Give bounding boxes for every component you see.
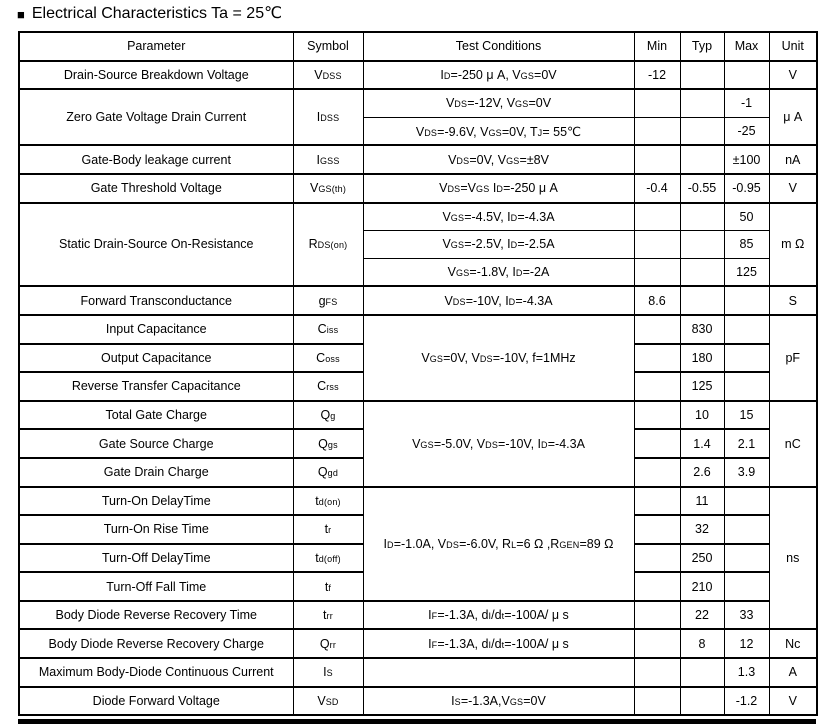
- typ-cell: 250: [680, 544, 724, 573]
- min-cell: [634, 315, 680, 344]
- cond-cell: VGS=-4.5V, ID=-4.3A: [363, 203, 634, 231]
- col-header-unit: Unit: [769, 32, 817, 61]
- table-row: [19, 89, 817, 117]
- min-cell: [634, 687, 680, 716]
- table-row: [19, 174, 817, 203]
- symbol-cell: Qgs: [293, 429, 363, 458]
- typ-cell: [680, 145, 724, 174]
- unit-cell: V: [769, 61, 817, 90]
- max-cell: [724, 544, 769, 573]
- min-cell: [634, 231, 680, 259]
- min-cell: [634, 487, 680, 516]
- max-cell: 125: [724, 258, 769, 286]
- param-cell: Static Drain-Source On-Resistance: [19, 203, 293, 287]
- typ-cell: [680, 61, 724, 90]
- min-cell: -0.4: [634, 174, 680, 203]
- table-row: [19, 658, 817, 687]
- col-header-max: Max: [724, 32, 769, 61]
- symbol-cell: tf: [293, 572, 363, 601]
- max-cell: [724, 61, 769, 90]
- max-cell: -25: [724, 117, 769, 145]
- symbol-cell: IS: [293, 658, 363, 687]
- max-cell: 33: [724, 601, 769, 630]
- max-cell: -0.95: [724, 174, 769, 203]
- typ-cell: 125: [680, 372, 724, 401]
- symbol-cell: VDSS: [293, 61, 363, 90]
- min-cell: [634, 458, 680, 487]
- param-cell: Gate Source Charge: [19, 429, 293, 458]
- max-cell: [724, 572, 769, 601]
- param-cell: Gate Drain Charge: [19, 458, 293, 487]
- col-header-typ: Typ: [680, 32, 724, 61]
- cond-cell: VDS=VGS ID=-250 μ A: [363, 174, 634, 203]
- min-cell: [634, 429, 680, 458]
- cond-cell: ID=-250 μ A, VGS=0V: [363, 61, 634, 90]
- unit-cell: pF: [769, 315, 817, 401]
- symbol-cell: IGSS: [293, 145, 363, 174]
- max-cell: 2.1: [724, 429, 769, 458]
- max-cell: [724, 315, 769, 344]
- max-cell: 85: [724, 231, 769, 259]
- param-cell: Zero Gate Voltage Drain Current: [19, 89, 293, 145]
- table-row: [19, 203, 817, 231]
- param-cell: Total Gate Charge: [19, 401, 293, 430]
- typ-cell: 1.4: [680, 429, 724, 458]
- cond-cell: IS=-1.3A,VGS=0V: [363, 687, 634, 716]
- param-cell: Body Diode Reverse Recovery Time: [19, 601, 293, 630]
- typ-cell: 2.6: [680, 458, 724, 487]
- min-cell: [634, 203, 680, 231]
- param-cell: Body Diode Reverse Recovery Charge: [19, 629, 293, 658]
- param-cell: Gate-Body leakage current: [19, 145, 293, 174]
- typ-cell: 210: [680, 572, 724, 601]
- param-cell: Turn-Off Fall Time: [19, 572, 293, 601]
- min-cell: [634, 601, 680, 630]
- min-cell: [634, 515, 680, 544]
- max-cell: -1.2: [724, 687, 769, 716]
- min-cell: [634, 401, 680, 430]
- max-cell: [724, 286, 769, 315]
- header-row: [19, 32, 817, 61]
- min-cell: [634, 629, 680, 658]
- min-cell: [634, 658, 680, 687]
- param-cell: Output Capacitance: [19, 344, 293, 373]
- typ-cell: [680, 687, 724, 716]
- symbol-cell: Qg: [293, 401, 363, 430]
- cond-cell: VGS=-1.8V, ID=-2A: [363, 258, 634, 286]
- symbol-cell: IDSS: [293, 89, 363, 145]
- min-cell: [634, 372, 680, 401]
- table-row: [19, 286, 817, 315]
- symbol-cell: VGS(th): [293, 174, 363, 203]
- min-cell: -12: [634, 61, 680, 90]
- symbol-cell: trr: [293, 601, 363, 630]
- section-title: [0, 0, 821, 23]
- cond-cell: IF=-1.3A, dI/dt=-100A/ μ s: [363, 601, 634, 630]
- table-row: [19, 629, 817, 658]
- typ-cell: [680, 231, 724, 259]
- typ-cell: 8: [680, 629, 724, 658]
- unit-cell: V: [769, 687, 817, 716]
- max-cell: [724, 515, 769, 544]
- cond-cell: VDS=-12V, VGS=0V: [363, 89, 634, 117]
- symbol-cell: Crss: [293, 372, 363, 401]
- max-cell: 15: [724, 401, 769, 430]
- min-cell: [634, 258, 680, 286]
- cond-cell: IF=-1.3A, dI/dt=-100A/ μ s: [363, 629, 634, 658]
- cond-cell: [363, 658, 634, 687]
- typ-cell: [680, 258, 724, 286]
- col-header-min: Min: [634, 32, 680, 61]
- unit-cell: μ A: [769, 89, 817, 145]
- param-cell: Forward Transconductance: [19, 286, 293, 315]
- max-cell: ±100: [724, 145, 769, 174]
- typ-cell: -0.55: [680, 174, 724, 203]
- unit-cell: S: [769, 286, 817, 315]
- section-bullet-icon: ■: [17, 6, 25, 22]
- max-cell: [724, 344, 769, 373]
- symbol-cell: gFS: [293, 286, 363, 315]
- table-row: [19, 601, 817, 630]
- param-cell: Turn-Off DelayTime: [19, 544, 293, 573]
- param-cell: Maximum Body-Diode Continuous Current: [19, 658, 293, 687]
- max-cell: -1: [724, 89, 769, 117]
- typ-cell: [680, 203, 724, 231]
- param-cell: Gate Threshold Voltage: [19, 174, 293, 203]
- cond-cell: VDS=-9.6V, VGS=0V, TJ= 55℃: [363, 117, 634, 145]
- typ-cell: 830: [680, 315, 724, 344]
- electrical-characteristics-table: [18, 31, 818, 716]
- symbol-cell: VSD: [293, 687, 363, 716]
- min-cell: [634, 89, 680, 117]
- param-cell: Reverse Transfer Capacitance: [19, 372, 293, 401]
- min-cell: [634, 117, 680, 145]
- col-header-symbol: Symbol: [293, 32, 363, 61]
- param-cell: Turn-On DelayTime: [19, 487, 293, 516]
- unit-cell: V: [769, 174, 817, 203]
- param-cell: Diode Forward Voltage: [19, 687, 293, 716]
- unit-cell: ns: [769, 487, 817, 630]
- typ-cell: 32: [680, 515, 724, 544]
- table-row: [19, 687, 817, 716]
- typ-cell: 11: [680, 487, 724, 516]
- cond-cell: ID=-1.0A, VDS=-6.0V, RL=6 Ω ,RGEN=89 Ω: [363, 487, 634, 601]
- table-row: [19, 145, 817, 174]
- typ-cell: 180: [680, 344, 724, 373]
- cond-cell: VDS=-10V, ID=-4.3A: [363, 286, 634, 315]
- table-row: [19, 401, 817, 430]
- table-row: [19, 61, 817, 90]
- symbol-cell: Ciss: [293, 315, 363, 344]
- cond-cell: VGS=-2.5V, ID=-2.5A: [363, 231, 634, 259]
- min-cell: [634, 572, 680, 601]
- unit-cell: A: [769, 658, 817, 687]
- min-cell: [634, 145, 680, 174]
- max-cell: 12: [724, 629, 769, 658]
- symbol-cell: Coss: [293, 344, 363, 373]
- max-cell: [724, 372, 769, 401]
- col-header-parameter: Parameter: [19, 32, 293, 61]
- typ-cell: [680, 286, 724, 315]
- param-cell: Input Capacitance: [19, 315, 293, 344]
- typ-cell: 22: [680, 601, 724, 630]
- min-cell: [634, 344, 680, 373]
- page-divider: [18, 719, 816, 724]
- col-header-test-conditions: Test Conditions: [363, 32, 634, 61]
- symbol-cell: tr: [293, 515, 363, 544]
- typ-cell: [680, 117, 724, 145]
- symbol-cell: td(on): [293, 487, 363, 516]
- typ-cell: [680, 658, 724, 687]
- max-cell: 50: [724, 203, 769, 231]
- section-title-text: Electrical Characteristics Ta = 25℃: [31, 5, 283, 22]
- max-cell: 1.3: [724, 658, 769, 687]
- symbol-cell: td(off): [293, 544, 363, 573]
- symbol-cell: RDS(on): [293, 203, 363, 287]
- unit-cell: nC: [769, 401, 817, 487]
- cond-cell: VGS=0V, VDS=-10V, f=1MHz: [363, 315, 634, 401]
- min-cell: 8.6: [634, 286, 680, 315]
- cond-cell: VDS=0V, VGS=±8V: [363, 145, 634, 174]
- typ-cell: [680, 89, 724, 117]
- symbol-cell: Qrr: [293, 629, 363, 658]
- table-row: [19, 315, 817, 344]
- param-cell: Drain-Source Breakdown Voltage: [19, 61, 293, 90]
- max-cell: [724, 487, 769, 516]
- unit-cell: Nc: [769, 629, 817, 658]
- table-row: [19, 487, 817, 516]
- symbol-cell: Qgd: [293, 458, 363, 487]
- min-cell: [634, 544, 680, 573]
- cond-cell: VGS=-5.0V, VDS=-10V, ID=-4.3A: [363, 401, 634, 487]
- max-cell: 3.9: [724, 458, 769, 487]
- unit-cell: m Ω: [769, 203, 817, 287]
- typ-cell: 10: [680, 401, 724, 430]
- param-cell: Turn-On Rise Time: [19, 515, 293, 544]
- unit-cell: nA: [769, 145, 817, 174]
